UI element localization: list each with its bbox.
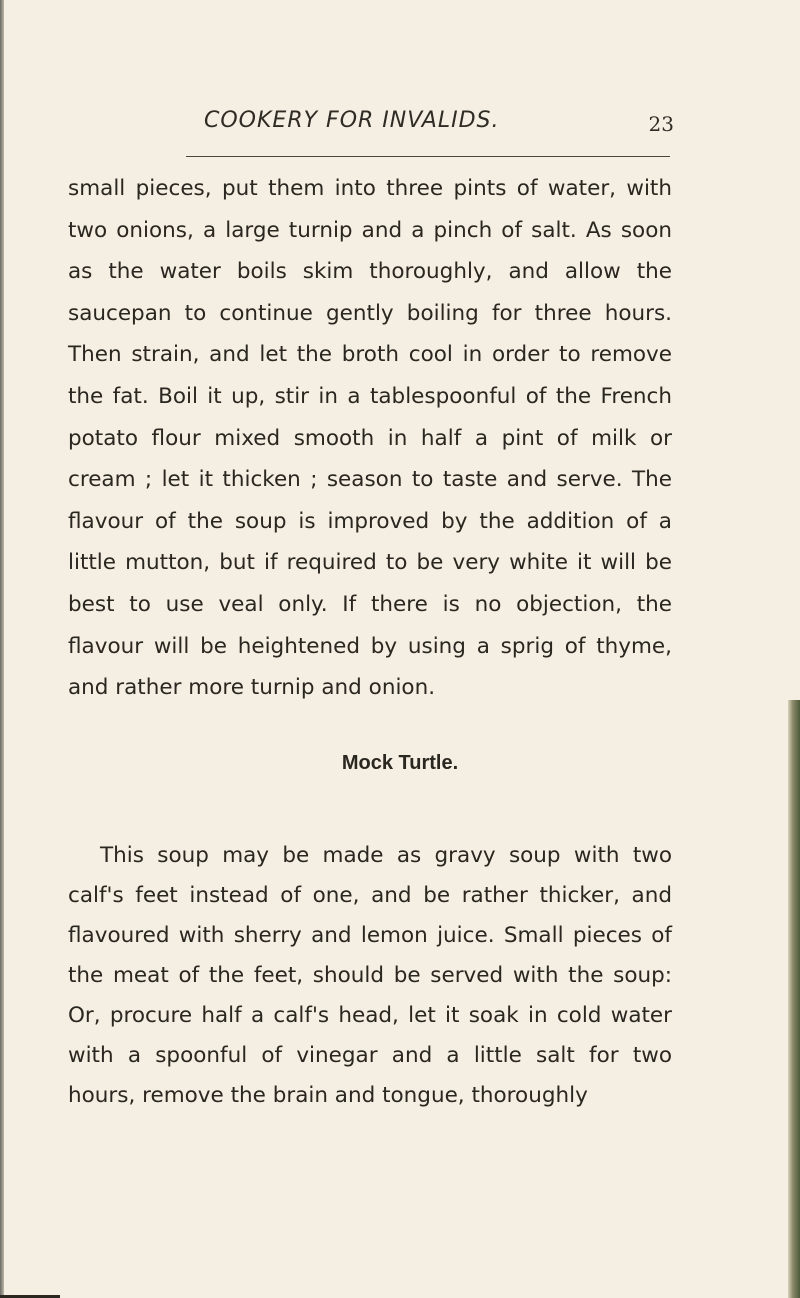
page-header	[186, 108, 686, 148]
page-edge-left	[0, 0, 4, 1298]
section-heading-mock-turtle: Mock Turtle.	[341, 752, 459, 774]
header-rule	[186, 156, 670, 157]
page-edge-right	[788, 700, 800, 1298]
running-title: COOKERY FOR INVALIDS.	[204, 108, 500, 133]
paragraph-continued: small pieces, put them into three pints of water, with two onions, a large turnip and a pinch of salt. As soon as the water boils skim thoroughly, and allow the saucepan to continue gently boiling for three hours. Then strain, and let the broth cool in order to remove the fat. Boil it up, stir in a tablespoonful of the French potato flour mixed smooth in half a pint of milk or cream ; let it thicken ; season to taste and serve. The flavour of the soup is improved by the addition of a little mutton, but if required to be very white it will be best to use veal only. If there is no objection, the flavour will be heightened by using a sprig of thyme, and rather more turnip and onion.	[68, 176, 672, 701]
page-number: 23	[648, 112, 674, 136]
paragraph-mock-turtle: This soup may be made as gravy soup with two calf's feet instead of one, and be rather thicker, and flavoured with sherry and lemon juice. Small pieces of the meat of the feet, should be served with the soup: Or, procure half a calf's head, let it soak in cold water with a spoonful of vinegar and a little salt for two hours, remove the brain and tongue, thoroughly	[68, 843, 672, 1108]
